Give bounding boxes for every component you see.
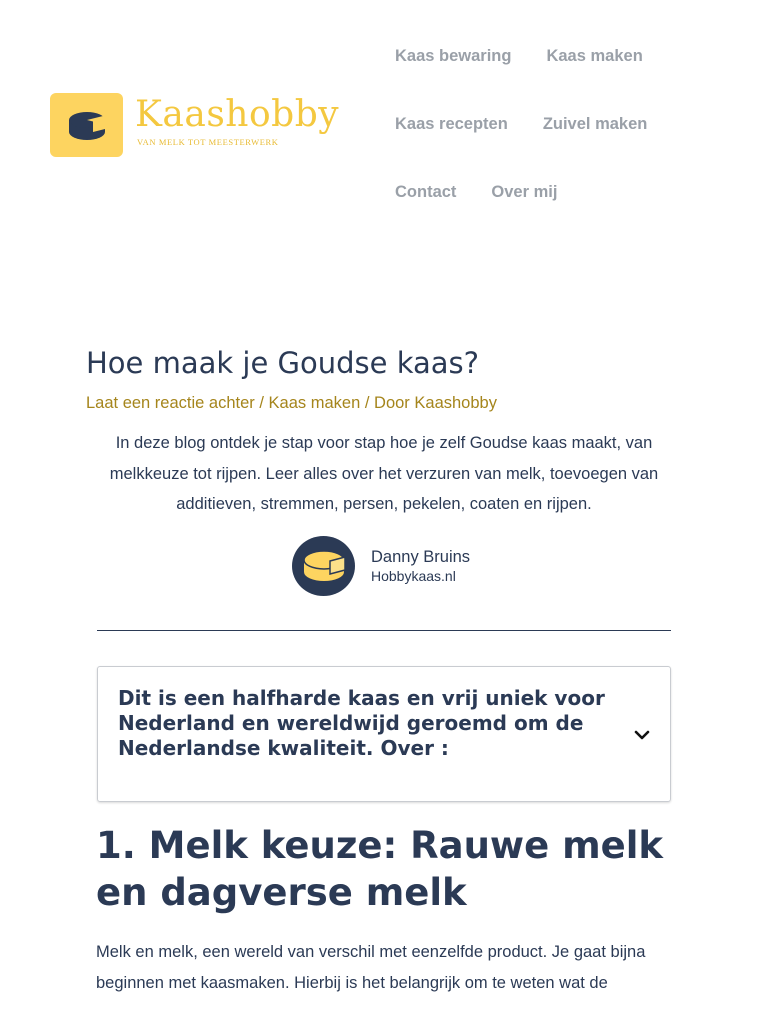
section-heading: 1. Melk keuze: Rauwe melk en dagverse melk bbox=[96, 824, 664, 914]
chevron-down-icon[interactable] bbox=[632, 725, 652, 745]
author-name: Danny Bruins bbox=[371, 548, 471, 566]
divider bbox=[97, 630, 671, 631]
meta-separator: / bbox=[254, 394, 269, 412]
author-prefix: Door bbox=[374, 394, 415, 412]
nav-item-over-mij[interactable]: Over mij bbox=[491, 183, 558, 201]
toc-title: Dit is een halfharde kaas en vrij uniek voor Nederland en wereldwijd geroemd om de Nederlandse kwaliteit. Over : bbox=[118, 686, 605, 760]
nav-item-contact[interactable]: Contact bbox=[395, 183, 457, 201]
author-link[interactable]: Kaashobby bbox=[414, 394, 497, 412]
author-site: Hobbykaas.nl bbox=[371, 568, 456, 584]
avatar bbox=[292, 536, 355, 596]
cheese-icon bbox=[298, 546, 350, 586]
page-title: Hoe maak je Goudse kaas? bbox=[86, 346, 480, 380]
meta-separator: / bbox=[360, 394, 375, 412]
section-body: Melk en melk, een wereld van verschil met eenzelfde product. Je gaat bijna beginnen met kaasmaken. Hierbij is het belangrijk om te weten wat de bbox=[96, 943, 646, 992]
comment-link[interactable]: Laat een reactie achter bbox=[86, 394, 255, 412]
post-intro: In deze blog ontdek je stap voor stap hoe je zelf Goudse kaas maakt, van melkkeuze tot rijpen. Leer alles over het verzuren van melk, toevoegen van additieven, stremmen, persen, pekelen, coaten en rijpen. bbox=[109, 434, 659, 513]
site-logo[interactable] bbox=[50, 93, 339, 157]
nav-item-kaas-recepten[interactable]: Kaas recepten bbox=[395, 115, 508, 133]
site-name: Kaashobby bbox=[135, 94, 340, 135]
nav-item-kaas-maken[interactable]: Kaas maken bbox=[546, 47, 643, 65]
post-meta bbox=[86, 394, 497, 413]
table-of-contents[interactable] bbox=[97, 666, 671, 802]
cheese-icon bbox=[50, 93, 123, 157]
nav-item-kaas-bewaring[interactable]: Kaas bewaring bbox=[395, 47, 512, 65]
nav-item-zuivel-maken[interactable]: Zuivel maken bbox=[542, 115, 648, 133]
category-link[interactable]: Kaas maken bbox=[268, 394, 361, 412]
main-navigation bbox=[395, 40, 735, 244]
author-box bbox=[292, 536, 470, 596]
site-tagline: VAN MELK TOT MEESTERWERK bbox=[137, 137, 279, 147]
